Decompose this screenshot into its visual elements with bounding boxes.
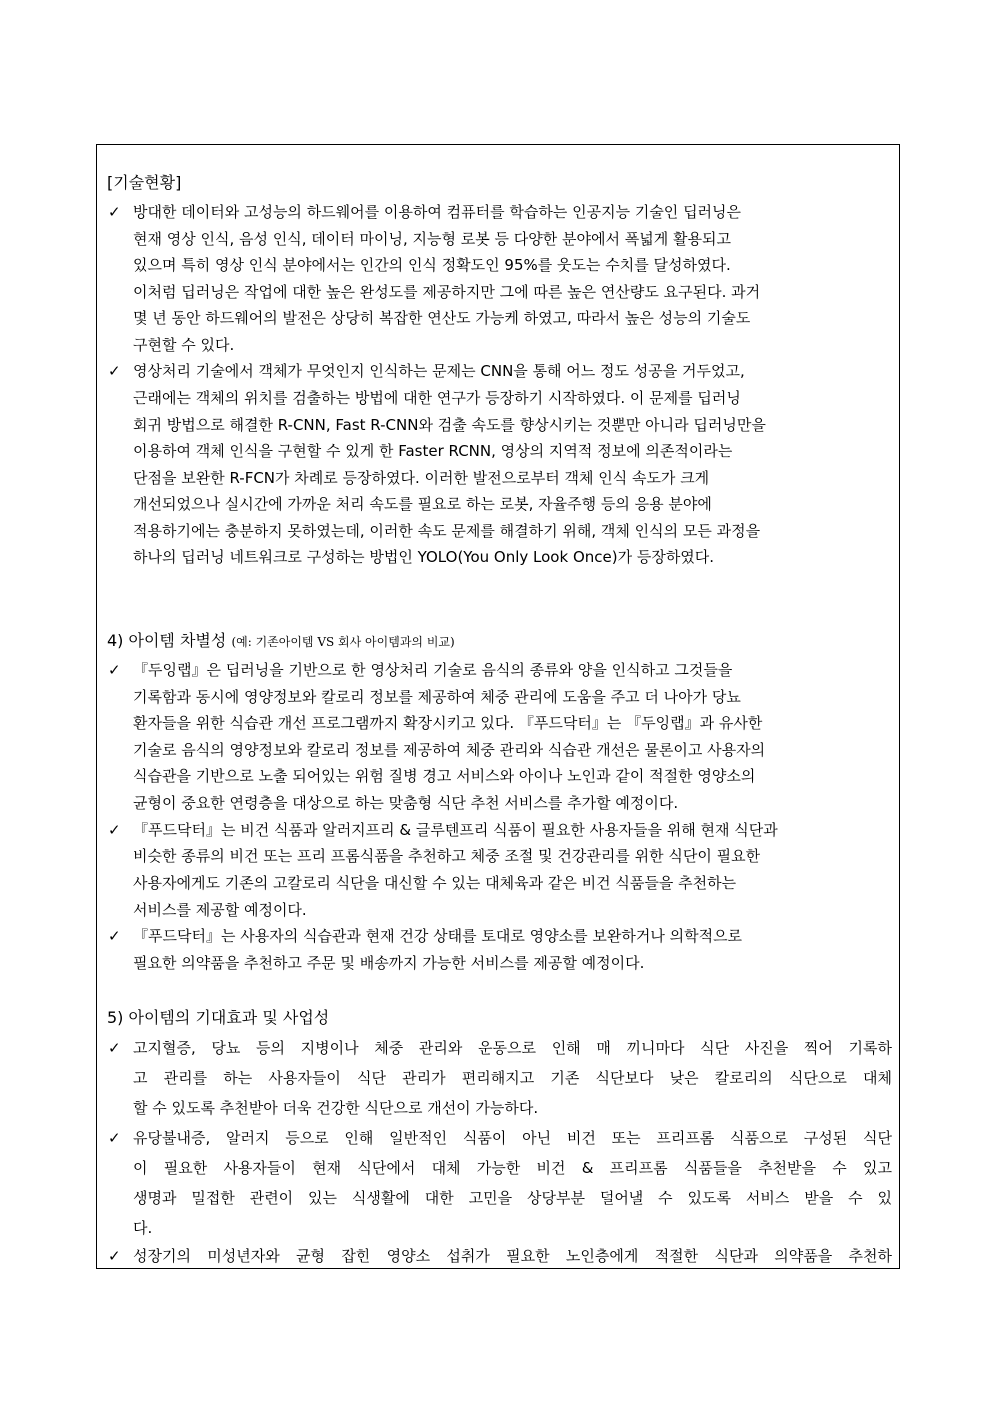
paragraph-line: 유당불내증, 알러지 등으로 인해 일반적인 식품이 아닌 비건 또는 프리프롬 식품으로 구성된 식단 xyxy=(133,1129,892,1147)
paragraph-line: 균형이 중요한 연령층을 대상으로 하는 맞춤형 식단 추천 서비스를 추가할 예정이다. xyxy=(133,794,679,812)
paragraph-line: 구현할 수 있다. xyxy=(133,336,235,354)
paragraph-line: 회귀 방법으로 해결한 R-CNN, Fast R-CNN와 검출 속도를 향상시키는 것뿐만 아니라 딥러닝만을 xyxy=(133,416,766,434)
paragraph-line: 이처럼 딥러닝은 작업에 대한 높은 완성도를 제공하지만 그에 따른 높은 연산량도 요구된다. 과거 xyxy=(133,283,761,301)
paragraph-line: 환자들을 위한 식습관 개선 프로그램까지 확장시키고 있다. 『푸드닥터』는 『두잉랩』과 유사한 xyxy=(133,714,763,732)
paragraph-line: 『두잉랩』은 딥러닝을 기반으로 한 영상처리 기술로 음식의 종류와 양을 인식하고 그것들을 xyxy=(133,661,733,679)
paragraph-line: 이용하여 객체 인식을 구현할 수 있게 한 Faster RCNN, 영상의 지역적 정보에 의존적이라는 xyxy=(133,442,733,460)
check-icon: ✓ xyxy=(108,1039,121,1057)
paragraph-line: 현재 영상 인식, 음성 인식, 데이터 마이닝, 지능형 로봇 등 다양한 분야에서 폭넓게 활용되고 xyxy=(133,230,731,248)
section5-heading: 5) 아이템의 기대효과 및 사업성 xyxy=(107,1008,330,1027)
paragraph-line: 사용자에게도 기존의 고칼로리 식단을 대신할 수 있는 대체육과 같은 비건 식품들을 추천하는 xyxy=(133,874,737,892)
paragraph-line: 영상처리 기술에서 객체가 무엇인지 인식하는 문제는 CNN을 통해 어느 정도 성공을 거두었고, xyxy=(133,362,745,380)
check-icon: ✓ xyxy=(108,203,121,221)
paragraph-line: 할 수 있도록 추천받아 더욱 건강한 식단으로 개선이 가능하다. xyxy=(133,1099,539,1117)
paragraph-line: 식습관을 기반으로 노출 되어있는 위험 질병 경고 서비스와 아이나 노인과 같이 적절한 영양소의 xyxy=(133,767,756,785)
paragraph-line: 단점을 보완한 R-FCN가 차례로 등장하였다. 이러한 발전으로부터 객체 인식 속도가 크게 xyxy=(133,469,710,487)
tech-status-heading: [기술현황] xyxy=(107,173,182,192)
paragraph-line: 서비스를 제공할 예정이다. xyxy=(133,901,307,919)
paragraph-line: 기술로 음식의 영양정보와 칼로리 정보를 제공하여 체중 관리와 식습관 개선은 물론이고 사용자의 xyxy=(133,741,766,759)
paragraph-line: 몇 년 동안 하드웨어의 발전은 상당히 복잡한 연산도 가능케 하였고, 따라서 높은 성능의 기술도 xyxy=(133,309,751,327)
paragraph-line: 다. xyxy=(133,1219,153,1237)
paragraph-line: 이 필요한 사용자들이 현재 식단에서 대체 가능한 비건 & 프리프롬 식품들을 추천받을 수 있고 xyxy=(133,1159,892,1177)
section4-heading-note: (예: 기존아이템 VS 회사 아이템과의 비교) xyxy=(231,635,455,649)
section4-heading: 4) 아이템 차별성 (예: 기존아이템 VS 회사 아이템과의 비교) xyxy=(107,631,455,650)
check-icon: ✓ xyxy=(108,1129,121,1147)
paragraph-line: 개선되었으나 실시간에 가까운 처리 속도를 필요로 하는 로봇, 자율주행 등의 응용 분야에 xyxy=(133,495,712,513)
paragraph-line: 비슷한 종류의 비건 또는 프리 프롬식품을 추천하고 체중 조절 및 건강관리를 위한 식단이 필요한 xyxy=(133,847,761,865)
paragraph-line: 『푸드닥터』는 비건 식품과 알러지프리 & 글루텐프리 식품이 필요한 사용자들을 위해 현재 식단과 xyxy=(133,821,778,839)
paragraph-line: 성장기의 미성년자와 균형 잡힌 영양소 섭취가 필요한 노인층에게 적절한 식단과 의약품을 추천하 xyxy=(133,1247,892,1265)
paragraph-line: 근래에는 객체의 위치를 검출하는 방법에 대한 연구가 등장하기 시작하였다. 이 문제를 딥러닝 xyxy=(133,389,741,407)
check-icon: ✓ xyxy=(108,362,121,380)
paragraph-line: 『푸드닥터』는 사용자의 식습관과 현재 건강 상태를 토대로 영양소를 보완하거나 의학적으로 xyxy=(133,927,743,945)
paragraph-line: 고지혈증, 당뇨 등의 지병이나 체중 관리와 운동으로 인해 매 끼니마다 식단 사진을 찍어 기록하 xyxy=(133,1039,892,1057)
paragraph-line: 필요한 의약품을 추천하고 주문 및 배송까지 가능한 서비스를 제공할 예정이다. xyxy=(133,954,645,972)
paragraph-line: 하나의 딥러닝 네트워크로 구성하는 방법인 YOLO(You Only Look Once)가 등장하였다. xyxy=(133,548,715,566)
check-icon: ✓ xyxy=(108,1247,121,1265)
check-icon: ✓ xyxy=(108,661,121,679)
check-icon: ✓ xyxy=(108,927,121,945)
paragraph-line: 방대한 데이터와 고성능의 하드웨어를 이용하여 컴퓨터를 학습하는 인공지능 기술인 딥러닝은 xyxy=(133,203,742,221)
paragraph-line: 있으며 특히 영상 인식 분야에서는 인간의 인식 정확도인 95%를 웃도는 수치를 달성하였다. xyxy=(133,256,731,274)
paragraph-line: 고 관리를 하는 사용자들이 식단 관리가 편리해지고 기존 식단보다 낮은 칼로리의 식단으로 대체 xyxy=(133,1069,892,1087)
paragraph-line: 적용하기에는 충분하지 못하였는데, 이러한 속도 문제를 해결하기 위해, 객체 인식의 모든 과정을 xyxy=(133,522,761,540)
paragraph-line: 기록함과 동시에 영양정보와 칼로리 정보를 제공하여 체중 관리에 도움을 주고 더 나아가 당뇨 xyxy=(133,688,741,706)
check-icon: ✓ xyxy=(108,821,121,839)
paragraph-line: 생명과 밀접한 관련이 있는 식생활에 대한 고민을 상당부분 덜어낼 수 있도록 서비스 받을 수 있 xyxy=(133,1189,892,1207)
document-box xyxy=(96,144,900,1269)
